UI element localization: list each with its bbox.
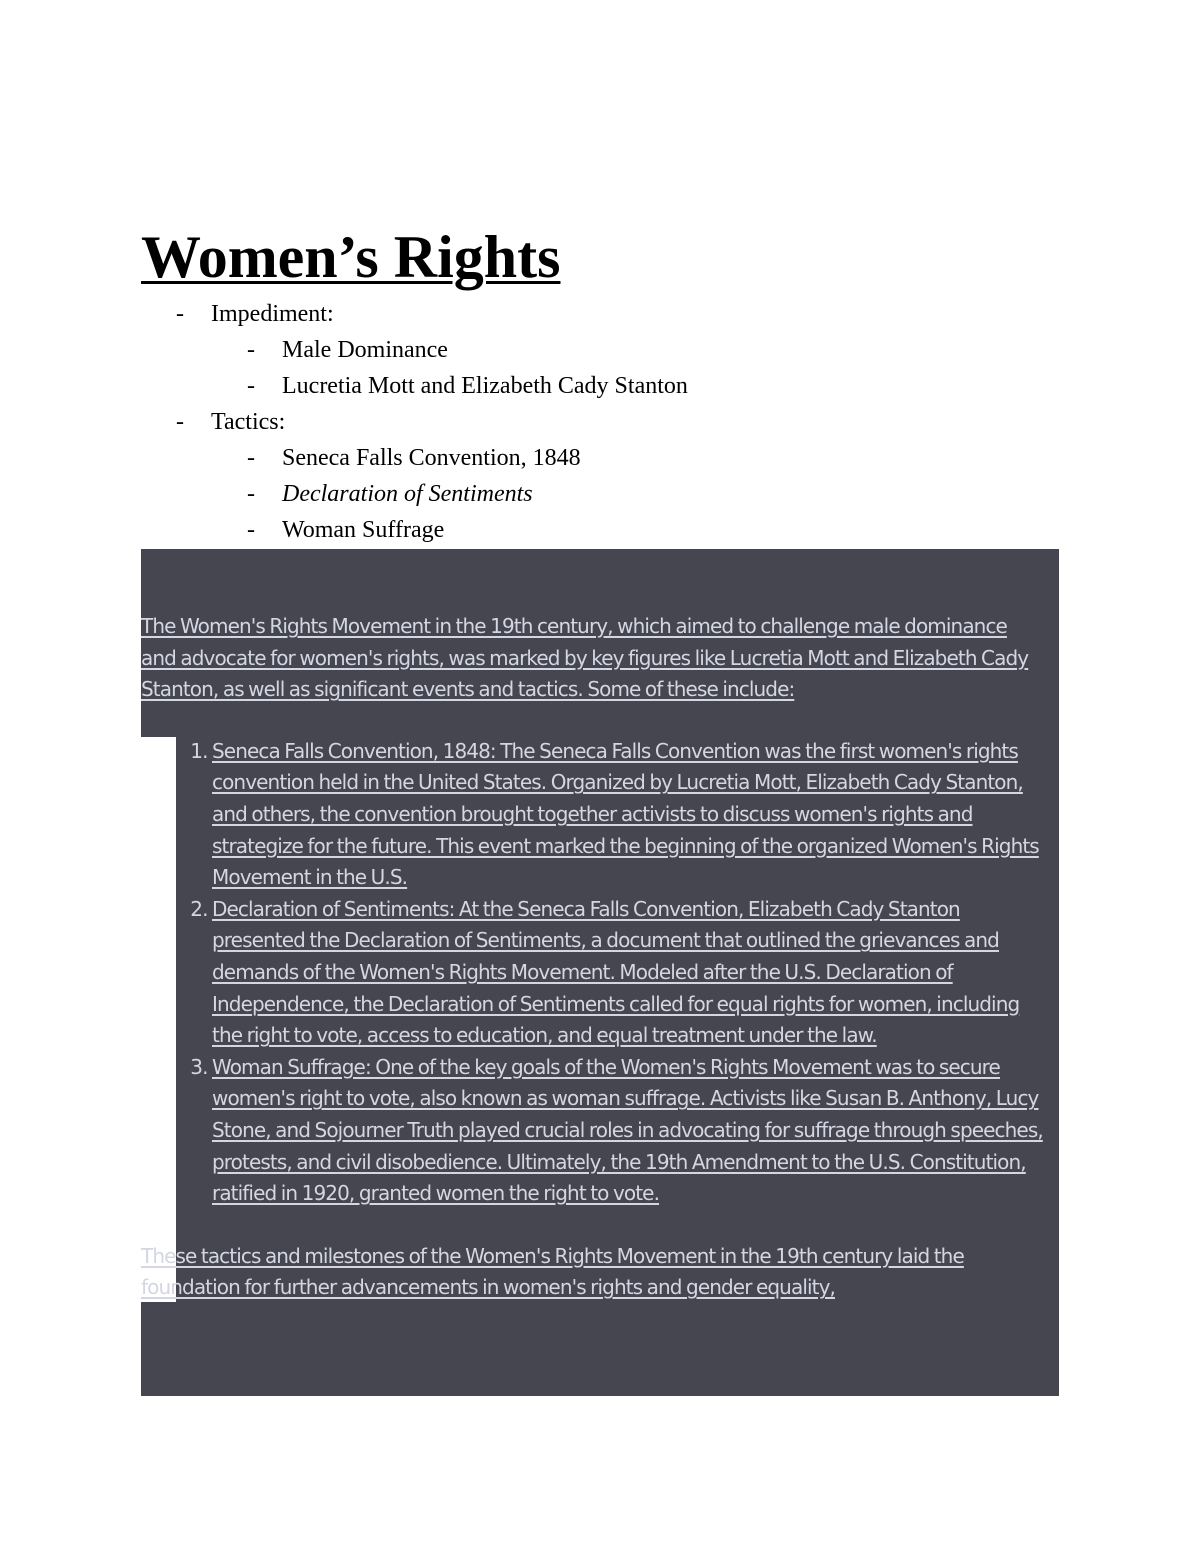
outline-item-text: Lucretia Mott and Elizabeth Cady Stanton [282, 373, 688, 399]
answer-list-item: 3. Woman Suffrage: One of the key goals of the Women's Rights Movement was to secure women's right to vote, also known as woman suffrage. Activists like Susan B. Anthony, Lucy Stone, and Sojourner Truth played crucial roles in advocating for suffrage through speeches, protests, and civil disobedience. Ultimately, the 19th Amendment to the U.S. Constitution, ratified in 1920, granted women the right to vote. [212, 1052, 1059, 1210]
bullet-dash: - [247, 481, 255, 507]
bullet-dash: - [247, 373, 255, 399]
outline-item-text: Woman Suffrage [282, 517, 445, 543]
page-title: Women’s Rights [141, 224, 561, 290]
bullet-dash: - [176, 301, 184, 327]
outline-item-text: Declaration of Sentiments [282, 481, 533, 507]
answer-list [141, 736, 1059, 1210]
answer-list-item: 2. Declaration of Sentiments: At the Seneca Falls Convention, Elizabeth Cady Stanton presented the Declaration of Sentiments, a document that outlined the grievances and demands of the Women's Rights Movement. Modeled after the U.S. Declaration of Independence, the Declaration of Sentiments called for equal rights for women, including the right to vote, access to education, and equal treatment under the law. [212, 894, 1059, 1052]
outline-item-text: Impediment: [211, 301, 334, 327]
outline-item-text: Tactics: [211, 409, 286, 435]
answer-outro: These tactics and milestones of the Women's Rights Movement in the 19th century laid the foundation for further advancements in women's rights and gender equality, [141, 1243, 964, 1300]
bullet-dash: - [247, 337, 255, 363]
bullet-dash: - [247, 517, 255, 543]
answer-list-item: 1. Seneca Falls Convention, 1848: The Seneca Falls Convention was the first women's rights convention held in the United States. Organized by Lucretia Mott, Elizabeth Cady Stanton, and others, the convention brought together activists to discuss women's rights and strategize for the future. This event marked the beginning of the organized Women's Rights Movement in the U.S. [212, 736, 1059, 894]
pasted-answer-text [141, 611, 1059, 1304]
bullet-dash: - [247, 445, 255, 471]
outline-item-text: Male Dominance [282, 337, 448, 363]
bullet-dash: - [176, 409, 184, 435]
outline-item-text: Seneca Falls Convention, 1848 [282, 445, 581, 471]
answer-intro: The Women's Rights Movement in the 19th century, which aimed to challenge male dominance and advocate for women's rights, was marked by key figures like Lucretia Mott and Elizabeth Cady Stanton, as well as significant events and tactics. Some of these include: [141, 614, 1029, 702]
